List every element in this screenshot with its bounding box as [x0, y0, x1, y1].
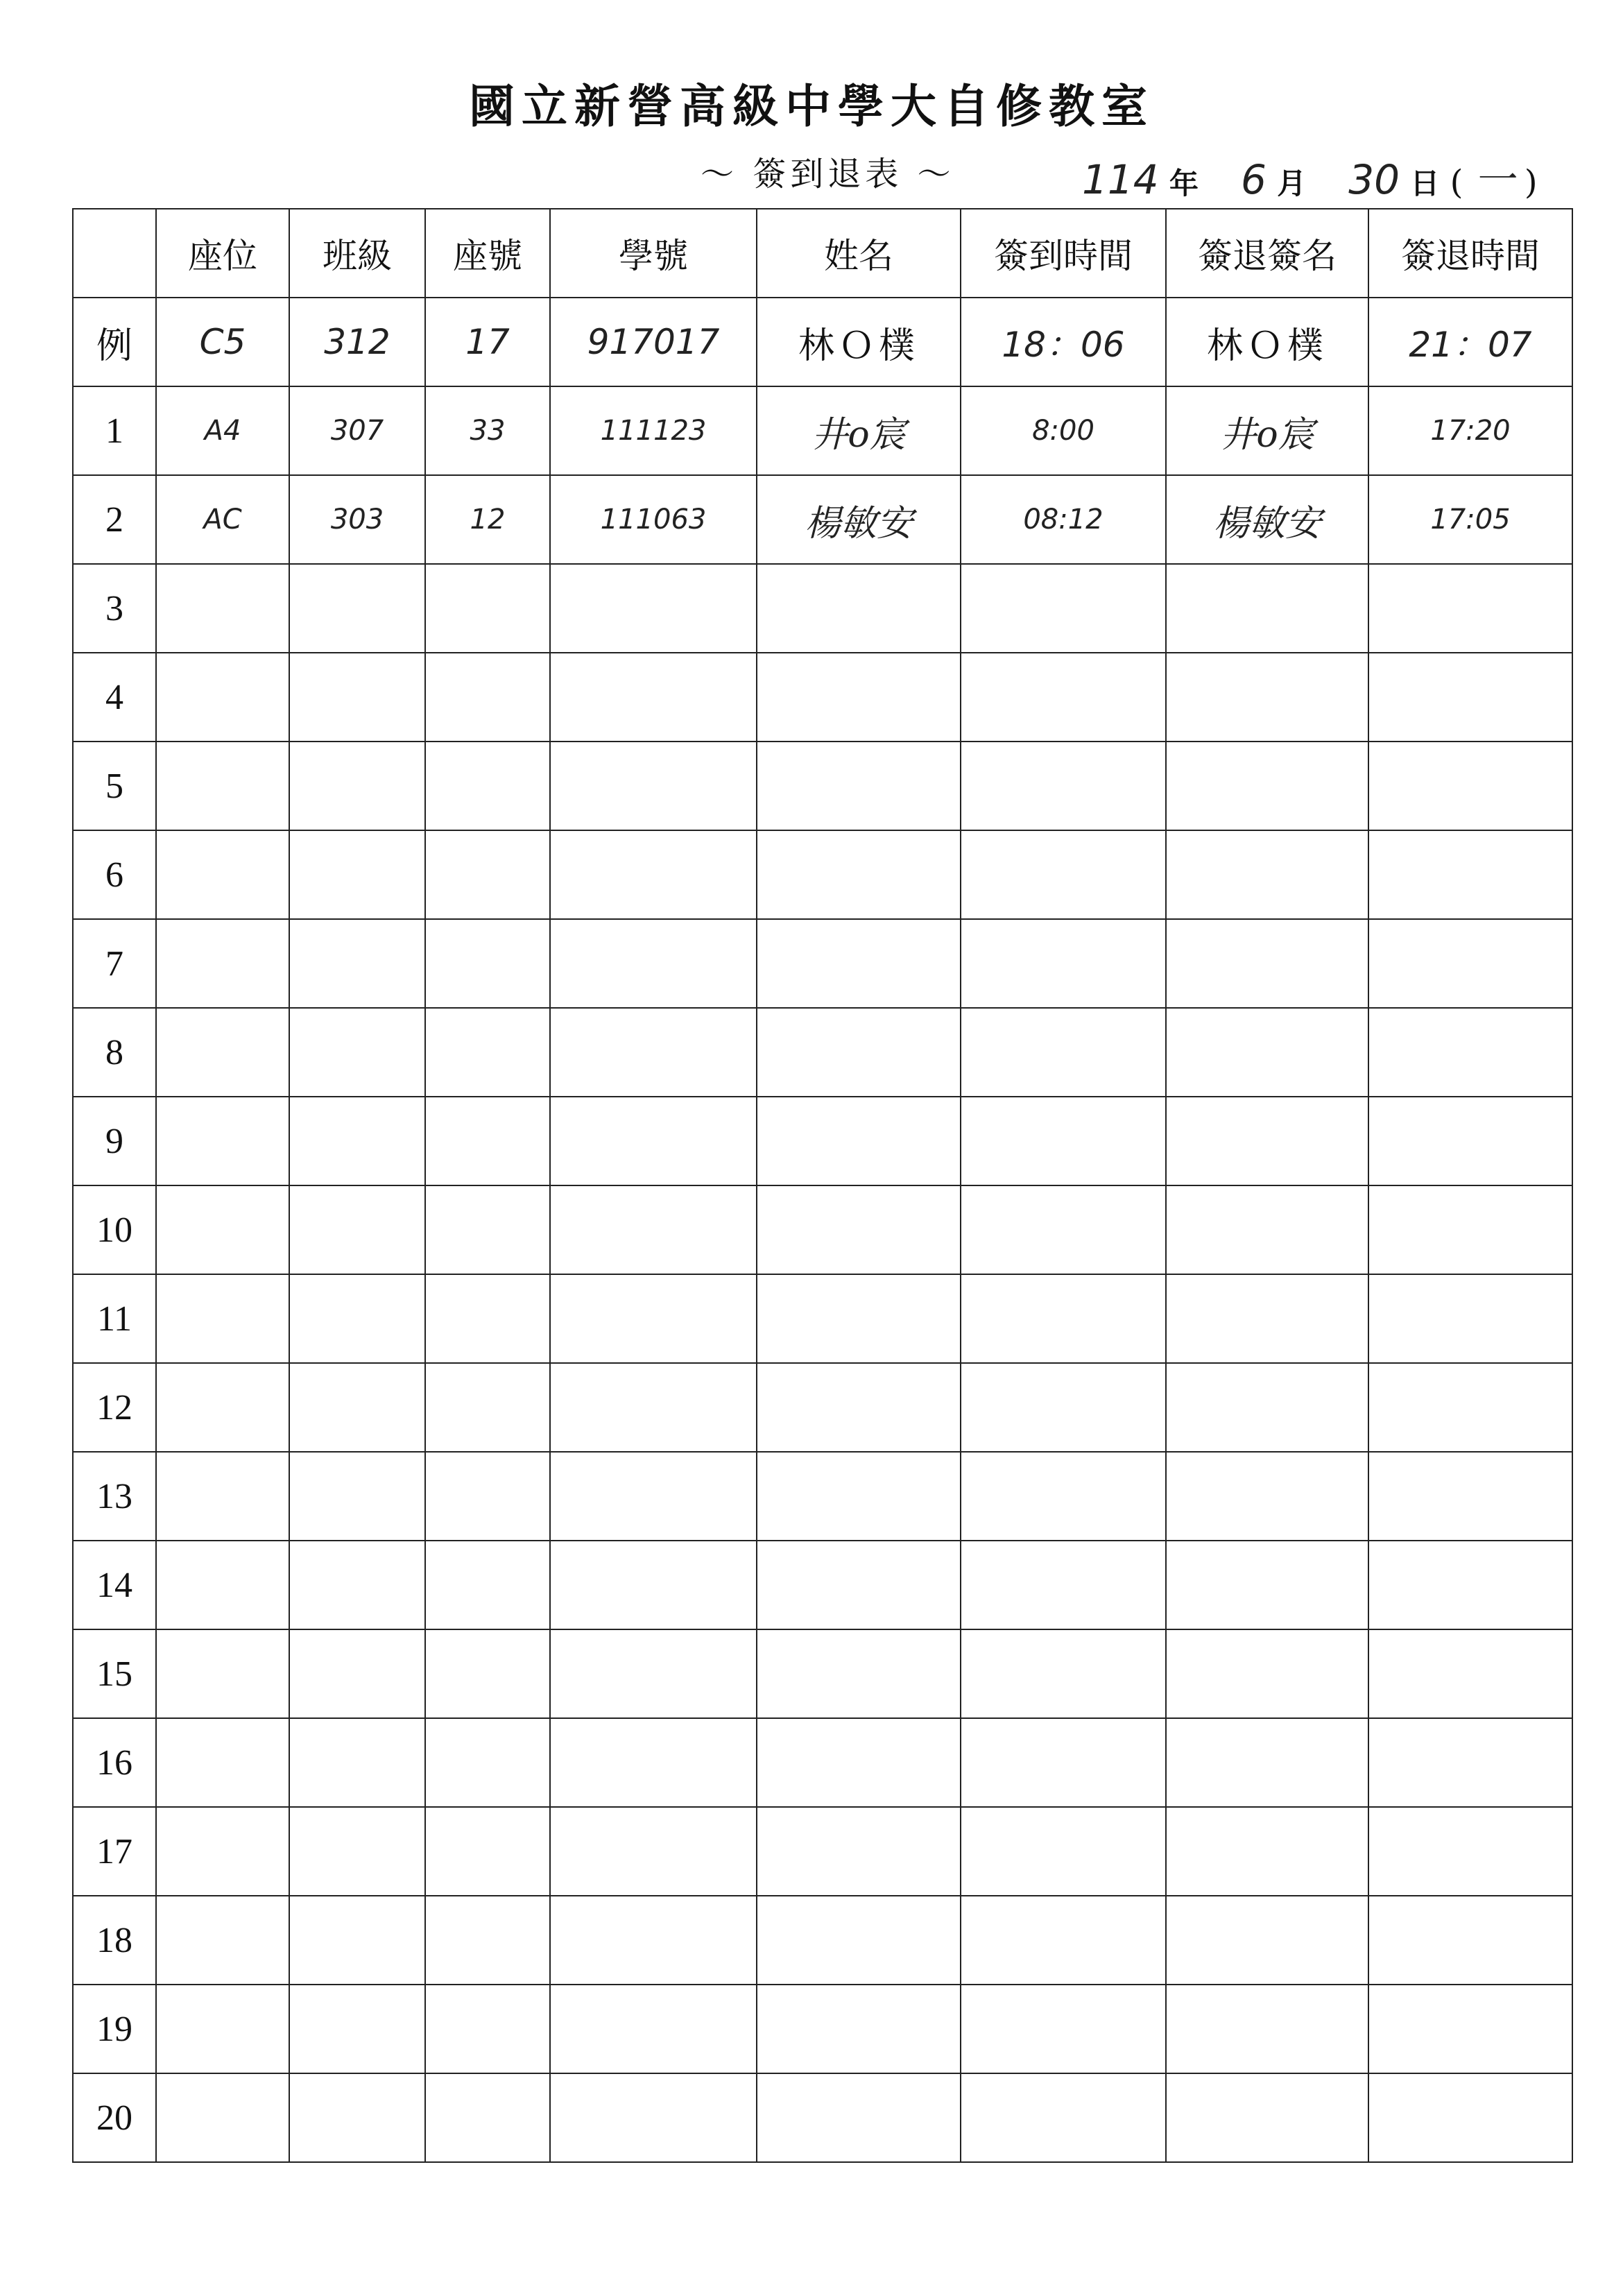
cell-seat: [156, 2073, 289, 2162]
cell-student-id: [550, 653, 757, 742]
cell-name: [757, 1274, 961, 1363]
example-sign-out: 21：07: [1368, 298, 1572, 386]
cell-seat: [156, 1008, 289, 1097]
header-sign-out-signature: 簽退簽名: [1166, 209, 1368, 298]
cell-class: [289, 742, 425, 830]
cell-number: [425, 1541, 550, 1629]
table-row: [73, 1008, 1572, 1097]
cell-sign-out-name: [1166, 1185, 1368, 1274]
cell-class: [289, 1718, 425, 1807]
date-day-label: 日: [1410, 166, 1440, 200]
cell-number: [425, 742, 550, 830]
cell-sign-out-name: [1166, 1541, 1368, 1629]
row-number: 11: [73, 1274, 156, 1363]
cell-seat: [156, 1896, 289, 1985]
cell-student-id: [550, 1985, 757, 2073]
header-row-number: [73, 209, 156, 298]
cell-number: [425, 2073, 550, 2162]
cell-seat: [156, 1718, 289, 1807]
header-sign-out-time: 簽退時間: [1368, 209, 1572, 298]
cell-number: 12: [425, 475, 550, 564]
header-name: 姓名: [757, 209, 961, 298]
example-label: 例: [73, 298, 156, 386]
cell-name: [757, 1008, 961, 1097]
cell-seat: [156, 564, 289, 653]
table-row: [73, 1629, 1572, 1718]
row-number: 4: [73, 653, 156, 742]
example-number: 17: [425, 298, 550, 386]
page-title: 國立新營高級中學大自修教室: [469, 79, 1154, 133]
date-year: 114: [1082, 156, 1159, 203]
table-row: [73, 386, 1572, 475]
cell-class: [289, 1807, 425, 1896]
cell-seat: [156, 1363, 289, 1452]
cell-seat: [156, 1185, 289, 1274]
row-number: 19: [73, 1985, 156, 2073]
table-row: [73, 1363, 1572, 1452]
cell-sign-in: 8:00: [961, 386, 1166, 475]
cell-student-id: [550, 830, 757, 919]
row-number: 5: [73, 742, 156, 830]
row-number: 17: [73, 1807, 156, 1896]
cell-sign-in: [961, 1097, 1166, 1185]
cell-student-id: 111063: [550, 475, 757, 564]
table-row: [73, 1274, 1572, 1363]
cell-sign-out-name: [1166, 919, 1368, 1008]
cell-class: [289, 1896, 425, 1985]
row-number: 6: [73, 830, 156, 919]
row-number: 9: [73, 1097, 156, 1185]
subtitle-row: [0, 147, 1623, 203]
cell-student-id: 111123: [550, 386, 757, 475]
cell-student-id: [550, 564, 757, 653]
cell-name: [757, 1896, 961, 1985]
table-row: [73, 1185, 1572, 1274]
cell-sign-in: [961, 1008, 1166, 1097]
date-weekday: 一: [1473, 156, 1514, 203]
cell-sign-out-name: [1166, 1896, 1368, 1985]
header-student-id: 學號: [550, 209, 757, 298]
cell-number: [425, 1985, 550, 2073]
row-number: 20: [73, 2073, 156, 2162]
example-name: 林Ｏ樸: [757, 298, 961, 386]
cell-sign-out-name: [1166, 564, 1368, 653]
cell-sign-out: [1368, 1008, 1572, 1097]
cell-sign-out: [1368, 1185, 1572, 1274]
cell-sign-out: 17:20: [1368, 386, 1572, 475]
example-sign-in: 18：06: [961, 298, 1166, 386]
date-weekday-open: (: [1450, 163, 1463, 202]
cell-student-id: [550, 1274, 757, 1363]
row-number: 15: [73, 1629, 156, 1718]
cell-class: [289, 1985, 425, 2073]
cell-sign-out-name: [1166, 1363, 1368, 1452]
cell-student-id: [550, 1896, 757, 1985]
table-row: [73, 830, 1572, 919]
row-number: 14: [73, 1541, 156, 1629]
cell-sign-out-name: [1166, 1274, 1368, 1363]
cell-sign-out: [1368, 1452, 1572, 1541]
cell-sign-in: 08:12: [961, 475, 1166, 564]
table-row: [73, 2073, 1572, 2162]
cell-seat: [156, 1274, 289, 1363]
cell-name: [757, 1452, 961, 1541]
cell-sign-in: [961, 742, 1166, 830]
cell-class: [289, 1629, 425, 1718]
table-row: [73, 1985, 1572, 2073]
cell-class: [289, 1097, 425, 1185]
cell-name: [757, 1363, 961, 1452]
table-row: [73, 1807, 1572, 1896]
date-day: 30: [1348, 156, 1400, 203]
row-number: 10: [73, 1185, 156, 1274]
cell-sign-out: [1368, 1718, 1572, 1807]
header-seat-number: 座號: [425, 209, 550, 298]
date-line: [1082, 147, 1538, 205]
cell-sign-out: [1368, 1541, 1572, 1629]
cell-class: 303: [289, 475, 425, 564]
cell-name: [757, 1718, 961, 1807]
cell-student-id: [550, 1807, 757, 1896]
example-student-id: 917017: [550, 298, 757, 386]
cell-sign-out-name: [1166, 1718, 1368, 1807]
row-number: 7: [73, 919, 156, 1008]
cell-sign-out-name: [1166, 1452, 1368, 1541]
cell-student-id: [550, 1008, 757, 1097]
cell-class: [289, 1363, 425, 1452]
cell-number: [425, 1274, 550, 1363]
cell-seat: [156, 830, 289, 919]
cell-number: [425, 1629, 550, 1718]
cell-seat: [156, 653, 289, 742]
table-row: [73, 1718, 1572, 1807]
cell-name: [757, 1807, 961, 1896]
cell-sign-in: [961, 2073, 1166, 2162]
row-number: 18: [73, 1896, 156, 1985]
cell-sign-out: [1368, 919, 1572, 1008]
cell-seat: [156, 1541, 289, 1629]
cell-sign-out: [1368, 1629, 1572, 1718]
cell-name: [757, 1629, 961, 1718]
cell-class: [289, 1008, 425, 1097]
cell-number: [425, 564, 550, 653]
example-seat: C5: [156, 298, 289, 386]
table-row: [73, 1452, 1572, 1541]
cell-name: [757, 1185, 961, 1274]
cell-sign-out: [1368, 830, 1572, 919]
cell-sign-in: [961, 1985, 1166, 2073]
cell-seat: [156, 1985, 289, 2073]
cell-student-id: [550, 1541, 757, 1629]
cell-number: [425, 1008, 550, 1097]
cell-class: [289, 830, 425, 919]
cell-number: [425, 1363, 550, 1452]
table-row: [73, 475, 1572, 564]
cell-sign-in: [961, 919, 1166, 1008]
table-row: [73, 1896, 1572, 1985]
cell-name: 楊敏安: [757, 475, 961, 564]
cell-sign-out-name: [1166, 2073, 1368, 2162]
cell-sign-out: [1368, 1274, 1572, 1363]
cell-sign-in: [961, 1718, 1166, 1807]
cell-student-id: [550, 1185, 757, 1274]
form-subtitle: ～ 簽到退表 ～: [701, 155, 955, 194]
cell-seat: [156, 919, 289, 1008]
cell-number: [425, 1807, 550, 1896]
cell-seat: AC: [156, 475, 289, 564]
cell-class: [289, 564, 425, 653]
cell-sign-out: [1368, 1985, 1572, 2073]
date-month-label: 月: [1277, 166, 1307, 200]
entries: [73, 386, 1572, 2162]
cell-sign-out-name: [1166, 1985, 1368, 2073]
cell-name: [757, 919, 961, 1008]
date-weekday-close: ): [1524, 163, 1538, 202]
cell-name: [757, 653, 961, 742]
row-number: 13: [73, 1452, 156, 1541]
header-seat: 座位: [156, 209, 289, 298]
cell-student-id: [550, 1363, 757, 1452]
cell-sign-in: [961, 1541, 1166, 1629]
table-row: [73, 742, 1572, 830]
cell-number: [425, 1896, 550, 1985]
row-number: 2: [73, 475, 156, 564]
cell-seat: [156, 742, 289, 830]
row-number: 8: [73, 1008, 156, 1097]
date-month: 6: [1241, 156, 1266, 203]
example-class: 312: [289, 298, 425, 386]
cell-student-id: [550, 1629, 757, 1718]
table-row: [73, 1097, 1572, 1185]
cell-sign-out-name: [1166, 653, 1368, 742]
cell-sign-in: [961, 1363, 1166, 1452]
cell-seat: A4: [156, 386, 289, 475]
cell-student-id: [550, 742, 757, 830]
cell-sign-out-name: [1166, 742, 1368, 830]
cell-student-id: [550, 1718, 757, 1807]
table-row: [73, 919, 1572, 1008]
cell-class: [289, 1185, 425, 1274]
cell-sign-out-name: [1166, 1097, 1368, 1185]
cell-sign-out-name: 楊敏安: [1166, 475, 1368, 564]
date-year-label: 年: [1169, 166, 1199, 200]
cell-sign-out: [1368, 564, 1572, 653]
row-number: 1: [73, 386, 156, 475]
cell-sign-in: [961, 1452, 1166, 1541]
cell-class: [289, 653, 425, 742]
cell-sign-out: [1368, 1097, 1572, 1185]
sign-in-table: [72, 208, 1573, 2163]
cell-sign-in: [961, 830, 1166, 919]
cell-sign-out-name: [1166, 1807, 1368, 1896]
cell-number: [425, 919, 550, 1008]
cell-name: [757, 1541, 961, 1629]
cell-seat: [156, 1807, 289, 1896]
table-row: [73, 564, 1572, 653]
cell-sign-in: [961, 1274, 1166, 1363]
cell-name: 井o宸: [757, 386, 961, 475]
cell-sign-in: [961, 653, 1166, 742]
example-sign-out-name: 林Ｏ樸: [1166, 298, 1368, 386]
cell-sign-out: [1368, 1363, 1572, 1452]
cell-class: [289, 1274, 425, 1363]
cell-number: [425, 1452, 550, 1541]
cell-seat: [156, 1097, 289, 1185]
cell-sign-out-name: [1166, 830, 1368, 919]
cell-sign-in: [961, 1807, 1166, 1896]
cell-sign-in: [961, 1896, 1166, 1985]
header-sign-in-time: 簽到時間: [961, 209, 1166, 298]
row-number: 3: [73, 564, 156, 653]
cell-sign-out-name: [1166, 1008, 1368, 1097]
table-row: [73, 653, 1572, 742]
cell-student-id: [550, 1452, 757, 1541]
header-row: [73, 209, 1572, 298]
cell-number: [425, 1185, 550, 1274]
cell-number: 33: [425, 386, 550, 475]
cell-sign-out: [1368, 2073, 1572, 2162]
cell-sign-out: [1368, 1896, 1572, 1985]
cell-seat: [156, 1629, 289, 1718]
cell-class: [289, 1541, 425, 1629]
header-class: 班級: [289, 209, 425, 298]
cell-sign-in: [961, 1629, 1166, 1718]
cell-name: [757, 564, 961, 653]
cell-class: [289, 2073, 425, 2162]
cell-seat: [156, 1452, 289, 1541]
cell-name: [757, 742, 961, 830]
cell-name: [757, 2073, 961, 2162]
example-row: [73, 298, 1572, 386]
cell-number: [425, 830, 550, 919]
table-row: [73, 1541, 1572, 1629]
cell-sign-out-name: [1166, 1629, 1368, 1718]
cell-number: [425, 1718, 550, 1807]
cell-number: [425, 1097, 550, 1185]
row-number: 16: [73, 1718, 156, 1807]
cell-sign-out: 17:05: [1368, 475, 1572, 564]
cell-sign-out: [1368, 1807, 1572, 1896]
cell-sign-in: [961, 1185, 1166, 1274]
cell-class: [289, 919, 425, 1008]
cell-name: [757, 830, 961, 919]
cell-sign-out: [1368, 742, 1572, 830]
cell-sign-out-name: 井o宸: [1166, 386, 1368, 475]
cell-class: 307: [289, 386, 425, 475]
cell-sign-out: [1368, 653, 1572, 742]
cell-student-id: [550, 919, 757, 1008]
cell-student-id: [550, 1097, 757, 1185]
cell-number: [425, 653, 550, 742]
cell-name: [757, 1097, 961, 1185]
row-number: 12: [73, 1363, 156, 1452]
cell-class: [289, 1452, 425, 1541]
cell-name: [757, 1985, 961, 2073]
cell-sign-in: [961, 564, 1166, 653]
cell-student-id: [550, 2073, 757, 2162]
